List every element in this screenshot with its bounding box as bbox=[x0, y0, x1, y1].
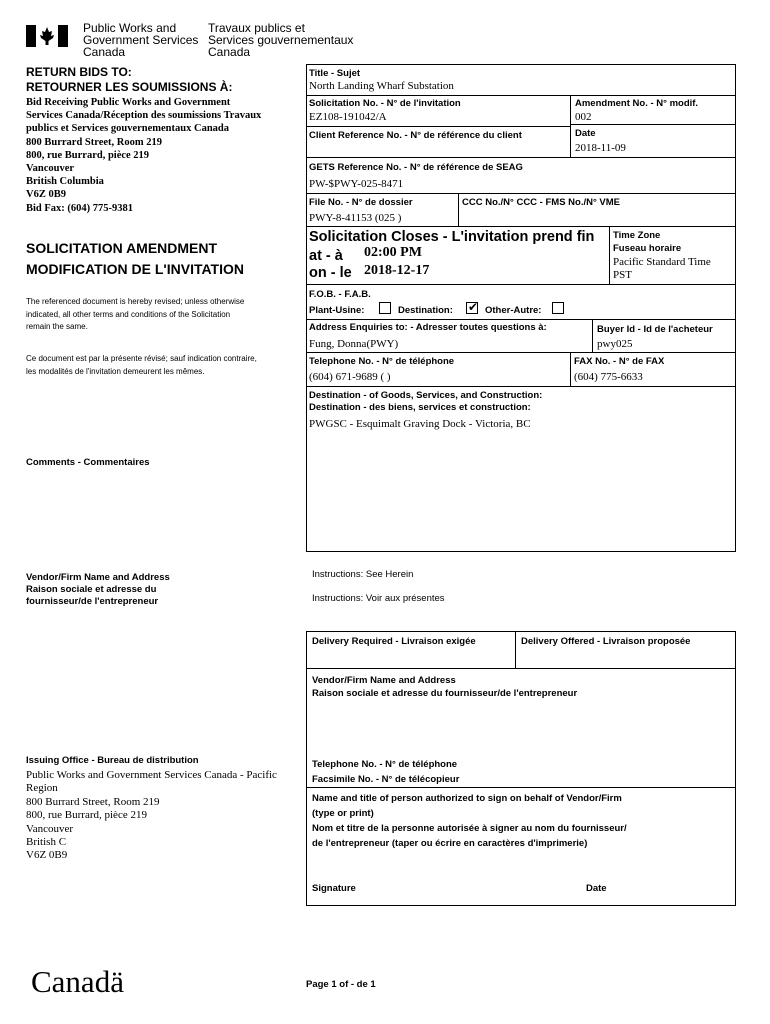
dept-name-en: Public Works and Government Services Canada bbox=[83, 21, 199, 59]
file-no-value: PWY-8-41153 (025 ) bbox=[309, 212, 402, 224]
vendor-name-address-label: Vendor/Firm Name and Address Raison sociale et adresse du fournisseur/de l'entrepreneur bbox=[312, 675, 578, 699]
time-zone-value: Pacific Standard Time PST bbox=[613, 256, 711, 281]
enquiries-label: Address Enquiries to: - Adresser toutes questions à: bbox=[309, 322, 547, 333]
delivery-offered-label: Delivery Offered - Livraison proposée bbox=[521, 636, 691, 647]
plant-usine-label: Plant-Usine: bbox=[309, 305, 365, 316]
amendment-no-value: 002 bbox=[575, 111, 592, 123]
destination-goods-value: PWGSC - Esquimalt Graving Dock - Victoria, BC bbox=[309, 418, 531, 430]
client-reference-label: Client Reference No. - N° de référence du client bbox=[309, 130, 522, 141]
signature-date-label: Date bbox=[586, 883, 607, 894]
amendment-notice-fr: Ce document est par la présente révisé; sauf indication contraire, les modalités de l'invitation demeurent les mêmes. bbox=[26, 354, 257, 376]
vendor-name-label: Vendor/Firm Name and Address Raison sociale et adresse du fournisseur/de l'entrepreneur bbox=[26, 572, 170, 607]
delivery-required-label: Delivery Required - Livraison exigée bbox=[312, 636, 476, 647]
fob-label: F.O.B. - F.A.B. bbox=[309, 289, 371, 300]
closes-at-label: at - à bbox=[309, 248, 343, 264]
telephone-label: Telephone No. - N° de téléphone bbox=[309, 356, 455, 367]
signature-label: Signature bbox=[312, 883, 356, 894]
telephone-value: (604) 671-9689 ( ) bbox=[309, 371, 391, 383]
solicitation-no-value: EZ108-191042/A bbox=[309, 111, 387, 123]
closes-on-value: 2018-12-17 bbox=[364, 263, 430, 278]
destination-checkbox[interactable] bbox=[466, 302, 478, 314]
checkmark-icon: ✔ bbox=[468, 300, 479, 314]
fax-value: (604) 775-6633 bbox=[574, 371, 643, 383]
vendor-facsimile-label: Facsimile No. - N° de télécopieur bbox=[312, 774, 460, 785]
destination-goods-label: Destination - of Goods, Services, and Construction: Destination - des biens, services et construction: bbox=[309, 390, 543, 413]
date-label: Date bbox=[575, 128, 596, 139]
amendment-no-label: Amendment No. - N° modif. bbox=[575, 98, 699, 109]
canada-flag-icon bbox=[26, 25, 68, 47]
fax-label: FAX No. - N° de FAX bbox=[574, 356, 665, 367]
title-label: Title - Sujet bbox=[309, 68, 361, 79]
solicitation-no-label: Solicitation No. - N° de l'invitation bbox=[309, 98, 461, 109]
ccc-no-label: CCC No./N° CCC - FMS No./N° VME bbox=[462, 197, 621, 208]
closes-at-value: 02:00 PM bbox=[364, 245, 422, 260]
issuing-office-address: Public Works and Government Services Canada - Pacific Region 800 Burrard Street, Room 219 800, rue Burrard, pièce 219 Vancouver British C V6Z 0B9 bbox=[26, 769, 277, 862]
dept-name-fr: Travaux publics et Services gouvernementaux Canada bbox=[208, 21, 354, 59]
enquiries-value: Fung, Donna(PWY) bbox=[309, 338, 399, 350]
file-no-label: File No. - N° de dossier bbox=[309, 197, 413, 208]
solicitation-closes-title: Solicitation Closes - L'invitation prend fin bbox=[309, 229, 595, 245]
closes-on-label: on - le bbox=[309, 265, 352, 281]
authorized-signatory-label: Name and title of person authorized to sign on behalf of Vendor/Firm (type or print) Nom et titre de la personne autorisée à signer au nom du fournisseur/ de l'entrepreneur (taper ou écrire en caractères d'imprimerie) bbox=[312, 793, 627, 849]
canada-wordmark: Canadä bbox=[31, 964, 124, 999]
buyer-id-label: Buyer Id - Id de l'acheteur bbox=[597, 324, 713, 335]
vendor-telephone-label: Telephone No. - N° de téléphone bbox=[312, 759, 458, 770]
issuing-office-label: Issuing Office - Bureau de distribution bbox=[26, 755, 199, 766]
comments-label: Comments - Commentaires bbox=[26, 457, 150, 468]
title-value: North Landing Wharf Substation bbox=[309, 80, 454, 92]
amendment-notice-en: The referenced document is hereby revised; unless otherwise indicated, all other terms and conditions of the Solicitation remain the same. bbox=[26, 297, 245, 331]
amendment-title: SOLICITATION AMENDMENT MODIFICATION DE L'INVITATION bbox=[26, 240, 244, 277]
other-autre-checkbox[interactable] bbox=[552, 302, 564, 314]
gets-reference-value: PW-$PWY-025-8471 bbox=[309, 178, 404, 190]
page-number: Page 1 of - de 1 bbox=[306, 979, 376, 990]
gets-reference-label: GETS Reference No. - N° de référence de SEAG bbox=[309, 162, 523, 173]
instructions-en: Instructions: See Herein bbox=[312, 569, 414, 580]
destination-label: Destination: bbox=[398, 305, 453, 316]
instructions-fr: Instructions: Voir aux présentes bbox=[312, 593, 445, 604]
return-bids-title: RETURN BIDS TO: RETOURNER LES SOUMISSIONS À: bbox=[26, 65, 233, 94]
buyer-id-value: pwy025 bbox=[597, 338, 633, 350]
other-autre-label: Other-Autre: bbox=[485, 305, 542, 316]
time-zone-label: Time Zone Fuseau horaire bbox=[613, 230, 682, 254]
return-bids-address: Bid Receiving Public Works and Government Services Canada/Réception des soumissions Travaux publics et Services gouvernementaux Canada 800 Burrard Street, Room 219 800, rue Burrard, pièce 219 Vancouver British Columbia V6Z 0B9 Bid Fax: (604) 775-9381 bbox=[26, 97, 262, 214]
date-value: 2018-11-09 bbox=[575, 142, 626, 154]
plant-usine-checkbox[interactable] bbox=[379, 302, 391, 314]
